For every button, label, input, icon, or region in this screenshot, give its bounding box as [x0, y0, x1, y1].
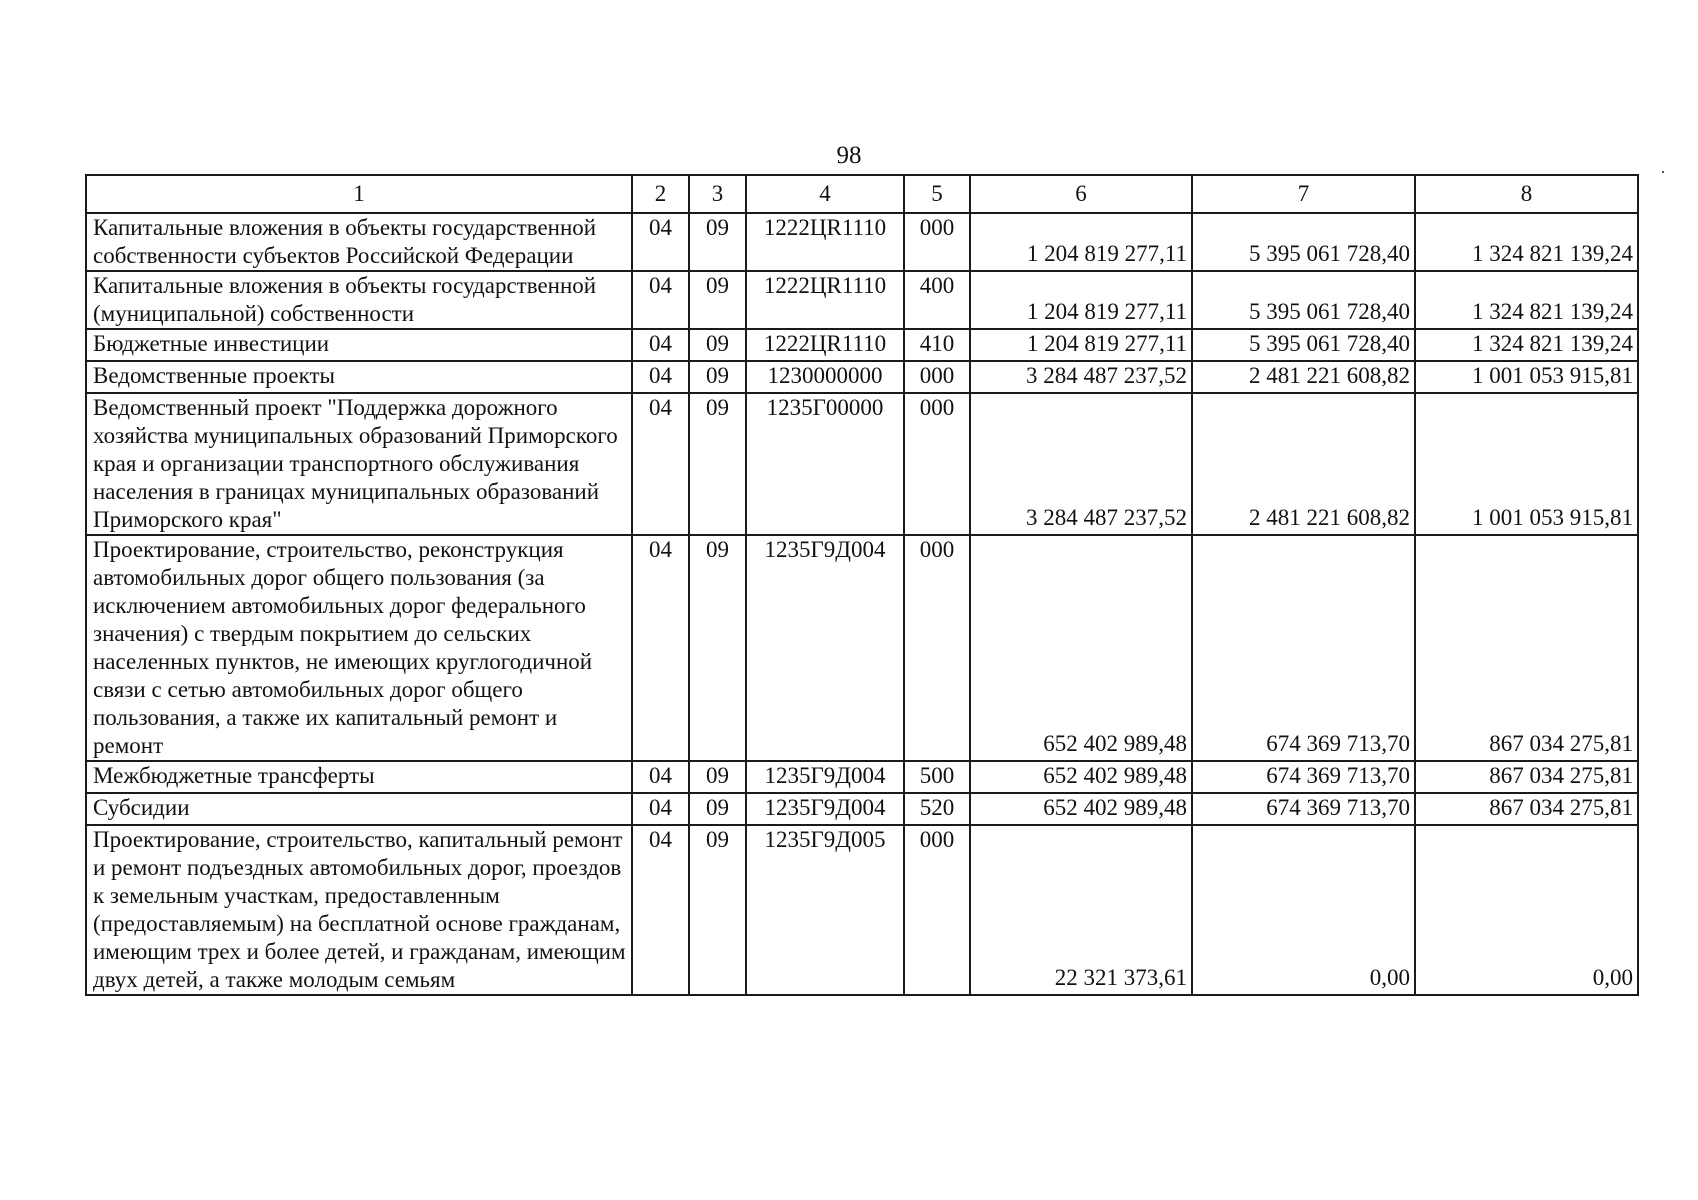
header-col-1: 1: [86, 175, 632, 213]
budget-table: [85, 174, 1639, 996]
row-target-code: 1235Г9Д004: [746, 793, 904, 825]
row-amount-col7: 5 395 061 728,40: [1192, 329, 1415, 361]
row-target-code: 1222ЦR1110: [746, 213, 904, 271]
row-amount-col6: 1 204 819 277,11: [970, 213, 1192, 271]
header-col-2: 2: [632, 175, 689, 213]
header-col-3: 3: [689, 175, 746, 213]
row-expense-type: 000: [904, 535, 970, 761]
row-amount-col8: 1 324 821 139,24: [1415, 329, 1638, 361]
row-target-code: 1230000000: [746, 361, 904, 393]
row-amount-col8: 867 034 275,81: [1415, 793, 1638, 825]
row-expense-type: 410: [904, 329, 970, 361]
row-subsection: 09: [689, 535, 746, 761]
row-amount-col8: 1 324 821 139,24: [1415, 271, 1638, 329]
row-amount-col6: 1 204 819 277,11: [970, 329, 1192, 361]
row-section: 04: [632, 361, 689, 393]
header-row: [86, 175, 1638, 213]
row-target-code: 1235Г9Д005: [746, 825, 904, 995]
row-section: 04: [632, 329, 689, 361]
row-name: Субсидии: [86, 793, 632, 825]
table-row: [86, 361, 1638, 393]
row-target-code: 1235Г9Д004: [746, 535, 904, 761]
table-row: [86, 213, 1638, 271]
row-amount-col6: 652 402 989,48: [970, 535, 1192, 761]
row-subsection: 09: [689, 825, 746, 995]
row-amount-col7: 674 369 713,70: [1192, 535, 1415, 761]
row-expense-type: 400: [904, 271, 970, 329]
row-amount-col8: 1 001 053 915,81: [1415, 393, 1638, 535]
row-expense-type: 000: [904, 825, 970, 995]
row-subsection: 09: [689, 329, 746, 361]
row-target-code: 1222ЦR1110: [746, 329, 904, 361]
row-section: 04: [632, 271, 689, 329]
row-subsection: 09: [689, 761, 746, 793]
row-expense-type: 000: [904, 213, 970, 271]
row-name: Межбюджетные трансферты: [86, 761, 632, 793]
row-expense-type: 000: [904, 361, 970, 393]
page-number: 98: [836, 142, 862, 169]
row-amount-col7: 674 369 713,70: [1192, 793, 1415, 825]
row-amount-col7: 2 481 221 608,82: [1192, 393, 1415, 535]
table-row: [86, 535, 1638, 761]
header-col-8: 8: [1415, 175, 1638, 213]
header-col-7: 7: [1192, 175, 1415, 213]
row-amount-col7: 5 395 061 728,40: [1192, 213, 1415, 271]
row-subsection: 09: [689, 393, 746, 535]
header-col-6: 6: [970, 175, 1192, 213]
header-col-5: 5: [904, 175, 970, 213]
row-section: 04: [632, 793, 689, 825]
row-amount-col8: 867 034 275,81: [1415, 535, 1638, 761]
row-name: Капитальные вложения в объекты государственной (муниципальной) собственности: [86, 271, 632, 329]
row-amount-col8: 867 034 275,81: [1415, 761, 1638, 793]
row-amount-col7: 0,00: [1192, 825, 1415, 995]
table-row: [86, 793, 1638, 825]
row-target-code: 1222ЦR1110: [746, 271, 904, 329]
row-amount-col6: 652 402 989,48: [970, 793, 1192, 825]
row-name: Ведомственные проекты: [86, 361, 632, 393]
row-amount-col7: 674 369 713,70: [1192, 761, 1415, 793]
row-expense-type: 520: [904, 793, 970, 825]
table-row: [86, 271, 1638, 329]
row-target-code: 1235Г9Д004: [746, 761, 904, 793]
row-amount-col8: 1 324 821 139,24: [1415, 213, 1638, 271]
row-subsection: 09: [689, 213, 746, 271]
row-expense-type: 000: [904, 393, 970, 535]
row-section: 04: [632, 393, 689, 535]
table-row: [86, 393, 1638, 535]
table-row: [86, 761, 1638, 793]
row-name: Ведомственный проект "Поддержка дорожного хозяйства муниципальных образований Приморского края и организации транспортного обслуживания населения в границах муниципальных образований Приморского края": [86, 393, 632, 535]
row-amount-col6: 1 204 819 277,11: [970, 271, 1192, 329]
table-row: [86, 825, 1638, 995]
row-section: 04: [632, 535, 689, 761]
row-subsection: 09: [689, 793, 746, 825]
row-name: Капитальные вложения в объекты государственной собственности субъектов Российской Федерации: [86, 213, 632, 271]
row-section: 04: [632, 825, 689, 995]
row-section: 04: [632, 761, 689, 793]
row-amount-col6: 22 321 373,61: [970, 825, 1192, 995]
row-subsection: 09: [689, 271, 746, 329]
row-amount-col6: 652 402 989,48: [970, 761, 1192, 793]
row-amount-col6: 3 284 487 237,52: [970, 361, 1192, 393]
row-section: 04: [632, 213, 689, 271]
table-row: [86, 329, 1638, 361]
row-name: Проектирование, строительство, капитальный ремонт и ремонт подъездных автомобильных дорог, проездов к земельным участкам, предоставленным (предоставляемым) на бесплатной основе гражданам, имеющим трех и более детей, и гражданам, имеющим двух детей, а также молодым семьям: [86, 825, 632, 995]
row-amount-col8: 0,00: [1415, 825, 1638, 995]
row-amount-col8: 1 001 053 915,81: [1415, 361, 1638, 393]
row-amount-col7: 5 395 061 728,40: [1192, 271, 1415, 329]
scan-speck: [1662, 171, 1664, 173]
row-name: Бюджетные инвестиции: [86, 329, 632, 361]
header-col-4: 4: [746, 175, 904, 213]
row-name: Проектирование, строительство, реконструкция автомобильных дорог общего пользования (за исключением автомобильных дорог федерального значения) с твердым покрытием до сельских населенных пунктов, не имеющих круглогодичной связи с сетью автомобильных дорог общего пользования, а также их капитальный ремонт и ремонт: [86, 535, 632, 761]
row-amount-col7: 2 481 221 608,82: [1192, 361, 1415, 393]
row-target-code: 1235Г00000: [746, 393, 904, 535]
row-expense-type: 500: [904, 761, 970, 793]
row-amount-col6: 3 284 487 237,52: [970, 393, 1192, 535]
row-subsection: 09: [689, 361, 746, 393]
